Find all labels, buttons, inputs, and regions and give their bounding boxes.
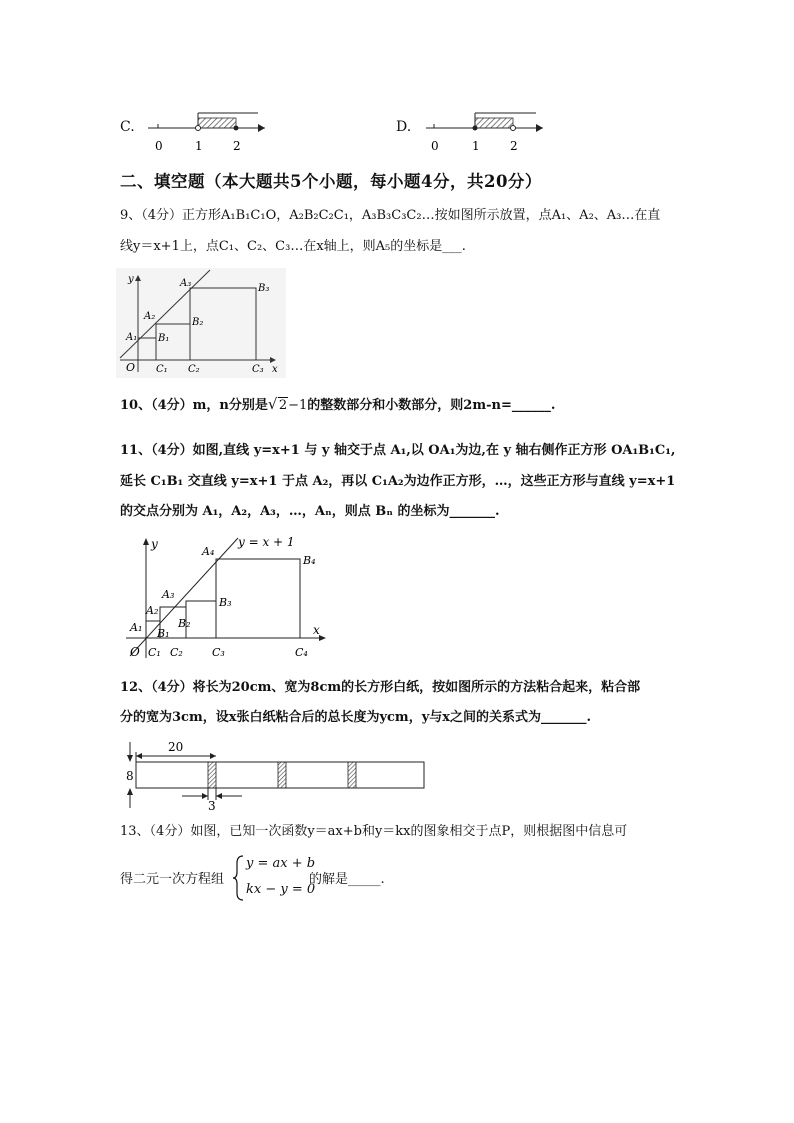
section-title: 二、填空题（本大题共5个小题，每小题4分，共20分） — [120, 172, 542, 191]
option-c-tick-0: 0 — [155, 139, 163, 153]
q9-b2-label: B₂ — [192, 317, 204, 328]
q11-y-label: y — [151, 537, 158, 551]
q10-line — [120, 397, 555, 415]
q12-line-2: 分的宽为3cm，设x张白纸粘合后的总长度为ycm，y与x之间的关系式为_______. — [120, 710, 592, 725]
q9-a3-label: A₃ — [180, 278, 192, 289]
q10-minus: −1 — [288, 398, 308, 413]
q11-c2-label: C₂ — [170, 646, 183, 659]
q11-b3-label: B₃ — [219, 596, 232, 609]
option-c-tick-2: 2 — [233, 139, 241, 153]
q9-line-2: 线y＝x+1上，点C₁、C₂、C₃…在x轴上，则A₅的坐标是___. — [120, 239, 466, 254]
q13-equation-2: kx − y = 0 — [246, 882, 316, 897]
q9-c1-label: C₁ — [156, 364, 168, 375]
option-d-tick-1: 1 — [472, 139, 480, 153]
q13-line-2-suffix: 的解是_____. — [309, 872, 385, 887]
q13-line-2-prefix: 得二元一次方程组 — [120, 872, 225, 887]
option-d-tick-0: 0 — [431, 139, 439, 153]
option-d-number-line — [418, 104, 548, 154]
q11-a4-label: A₄ — [202, 545, 215, 558]
q12-overlap-label: 3 — [208, 799, 216, 812]
q9-x-label: x — [272, 364, 278, 375]
q9-origin-label: O — [126, 361, 136, 374]
q9-b1-label: B₁ — [158, 333, 170, 344]
q10-radical: 2 — [278, 398, 288, 413]
q11-c3-label: C₃ — [212, 646, 225, 659]
q11-c4-label: C₄ — [295, 646, 308, 659]
q9-line-1: 9、（4分）正方形A₁B₁C₁O，A₂B₂C₂C₁，A₃B₃C₃C₂…按如图所示放置，点A₁、A₂、A₃…在直 — [120, 208, 661, 223]
q11-a2-label: A₂ — [146, 604, 159, 617]
option-c-tick-1: 1 — [195, 139, 203, 153]
option-c-number-line — [140, 104, 270, 154]
option-d-tick-2: 2 — [510, 139, 518, 153]
q11-c1-label: C₁ — [148, 646, 161, 659]
q11-line-1: 11、（4分）如图,直线 y=x+1 与 y 轴交于点 A₁,以 OA₁为边,在 y 轴右侧作正方形 OA₁B₁C₁, — [120, 443, 676, 458]
option-c-label: C. — [120, 119, 135, 135]
q12-figure — [118, 738, 430, 812]
q9-b3-label: B₃ — [258, 283, 270, 294]
q9-a2-label: A₂ — [144, 311, 156, 322]
q12-line-1: 12、（4分）将长为20cm、宽为8cm的长方形白纸，按如图所示的方法粘合起来，粘合部 — [120, 680, 641, 695]
q11-a3-label: A₃ — [162, 588, 175, 601]
q11-b1-label: B₁ — [157, 627, 170, 640]
q9-c2-label: C₂ — [188, 364, 200, 375]
q11-x-label: x — [313, 623, 320, 637]
brace-icon — [232, 854, 246, 902]
q11-origin-label: O — [130, 645, 140, 659]
option-d-label: D. — [396, 119, 412, 135]
q11-b4-label: B₄ — [303, 554, 316, 567]
sqrt-icon: √ 2 — [267, 395, 288, 413]
q9-y-label: y — [128, 274, 134, 285]
q11-figure — [120, 530, 330, 662]
q13-line-1: 13、（4分）如图，已知一次函数y＝ax+b和y＝kx的图象相交于点P，则根据图中信息可 — [120, 824, 628, 839]
q9-a1-label: A₁ — [126, 332, 138, 343]
q10-suffix: 的整数部分和小数部分，则2m-n=______. — [307, 398, 556, 413]
q11-a1-label: A₁ — [130, 621, 143, 634]
q10-prefix: 10、（4分）m，n分别是 — [120, 398, 268, 413]
q11-line-2: 延长 C₁B₁ 交直线 y=x+1 于点 A₂，再以 C₁A₂为边作正方形，…，这些正方形与直线 y=x+1 — [120, 474, 676, 489]
q11-line-label: y = x + 1 — [238, 535, 295, 549]
q9-c3-label: C₃ — [252, 364, 264, 375]
q11-line-3: 的交点分别为 A₁，A₂，A₃，…，Aₙ，则点 Bₙ 的坐标为_______. — [120, 504, 500, 519]
q11-b2-label: B₂ — [178, 617, 191, 630]
q9-figure — [116, 268, 286, 378]
q13-equation-1: y = ax + b — [246, 856, 316, 871]
q12-width-label: 8 — [126, 769, 134, 783]
q12-length-label: 20 — [168, 740, 184, 754]
